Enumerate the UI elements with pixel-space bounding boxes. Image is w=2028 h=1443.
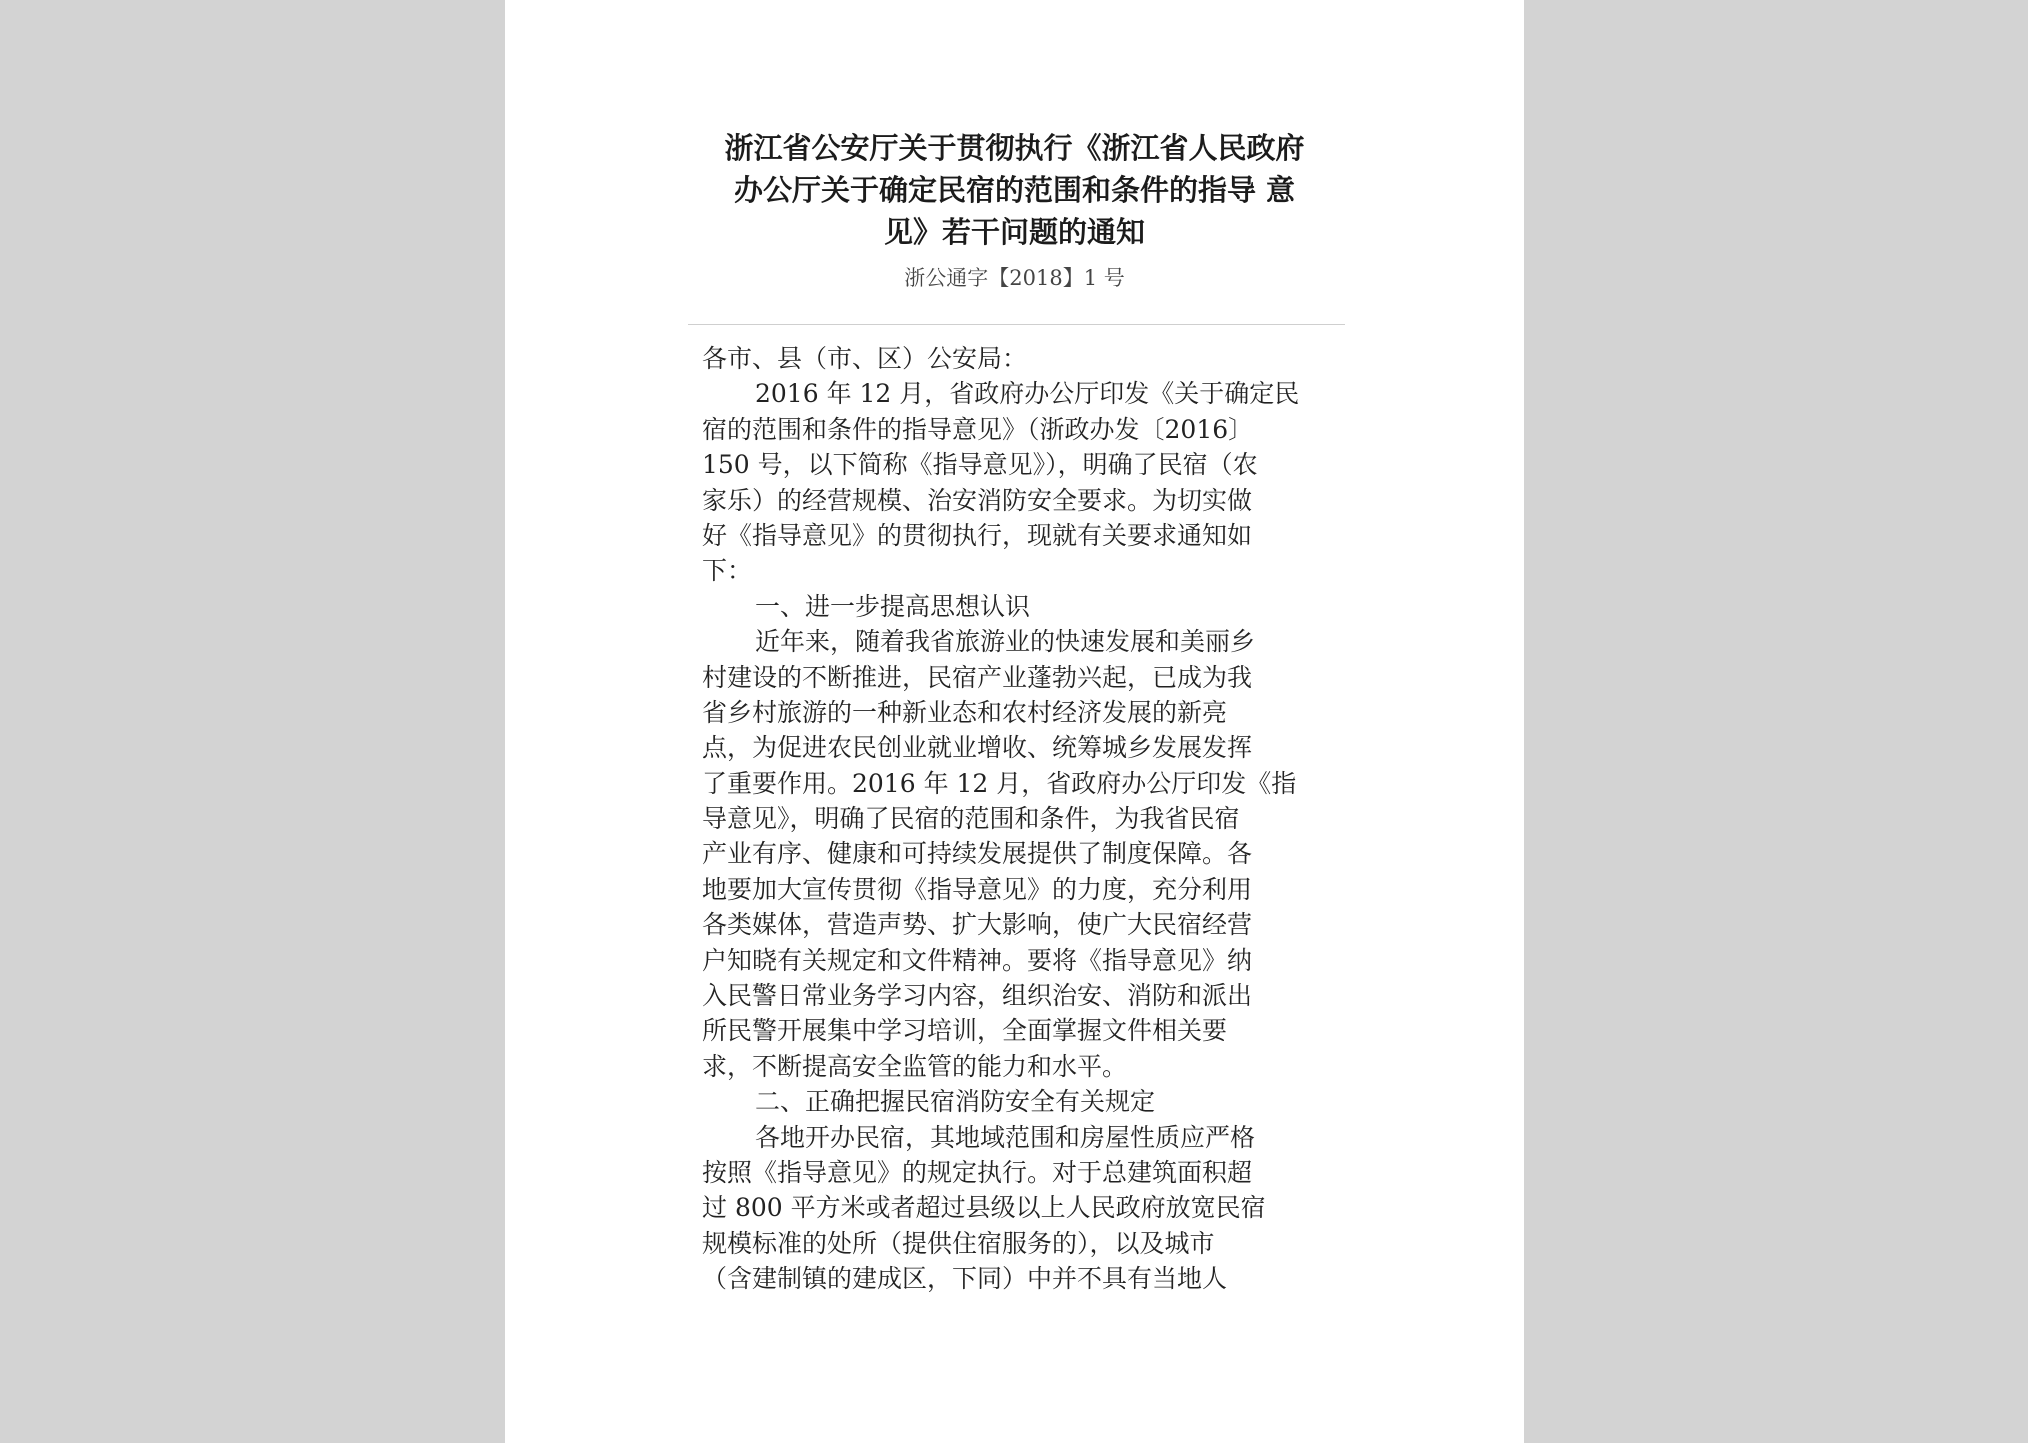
body-line: 入民警日常业务学习内容，组织治安、消防和派出	[702, 981, 1253, 1011]
body-line: 各类媒体，营造声势、扩大影响，使广大民宿经营	[702, 910, 1253, 940]
body-line: 地要加大宣传贯彻《指导意见》的力度，充分利用	[702, 874, 1253, 904]
document-title	[505, 127, 1524, 253]
body-line: 求，不断提高安全监管的能力和水平。	[702, 1051, 1128, 1081]
body-line: 各市、县（市、区）公安局：	[702, 344, 1028, 373]
body-line: 好《指导意见》的贯彻执行，现就有关要求通知如	[702, 520, 1253, 550]
body-line: 家乐）的经营规模、治安消防安全要求。为切实做	[702, 485, 1253, 515]
title-line: 浙江省公安厅关于贯彻执行《浙江省人民政府	[724, 131, 1305, 165]
body-line: 产业有序、健康和可持续发展提供了制度保障。各	[702, 839, 1253, 869]
title-line: 见》若干问题的通知	[883, 215, 1145, 249]
body-line: 各地开办民宿，其地域范围和房屋性质应严格	[755, 1122, 1256, 1152]
body-line: 下：	[702, 556, 753, 586]
body-line: 规模标准的处所（提供住宿服务的），以及城市	[702, 1228, 1215, 1258]
body-line: 过 800 平方米或者超过县级以上人民政府放宽民宿	[702, 1193, 1266, 1223]
body-line: 一、进一步提高思想认识	[755, 591, 1031, 621]
body-line: 所民警开展集中学习培训，全面掌握文件相关要	[702, 1016, 1228, 1046]
body-line: 省乡村旅游的一种新业态和农村经济发展的新亮	[702, 697, 1228, 727]
body-line: 户知晓有关规定和文件精神。要将《指导意见》纳	[702, 945, 1253, 975]
divider	[688, 324, 1345, 325]
body-line: 按照《指导意见》的规定执行。对于总建筑面积超	[702, 1157, 1253, 1187]
body-line: （含建制镇的建成区，下同）中并不具有当地人	[702, 1264, 1228, 1294]
document-body	[702, 341, 1342, 1297]
document-number: 浙公通字【2018】1 号	[904, 266, 1125, 290]
body-line: 2016 年 12 月，省政府办公厅印发《关于确定民	[755, 379, 1300, 409]
document-page	[505, 0, 1524, 1443]
body-line: 了重要作用。2016 年 12 月，省政府办公厅印发《指	[702, 768, 1297, 798]
title-line: 办公厅关于确定民宿的范围和条件的指导 意	[733, 173, 1296, 207]
body-line: 村建设的不断推进，民宿产业蓬勃兴起，已成为我	[702, 662, 1253, 692]
body-line: 导意见》，明确了民宿的范围和条件，为我省民宿	[702, 804, 1240, 834]
body-line: 150 号，以下简称《指导意见》），明确了民宿（农	[702, 450, 1258, 480]
body-line: 宿的范围和条件的指导意见》（浙政办发〔2016〕	[702, 414, 1254, 444]
body-line: 二、正确把握民宿消防安全有关规定	[755, 1087, 1156, 1117]
body-line: 点，为促进农民创业就业增收、统筹城乡发展发挥	[702, 733, 1253, 763]
body-line: 近年来，随着我省旅游业的快速发展和美丽乡	[755, 627, 1256, 657]
